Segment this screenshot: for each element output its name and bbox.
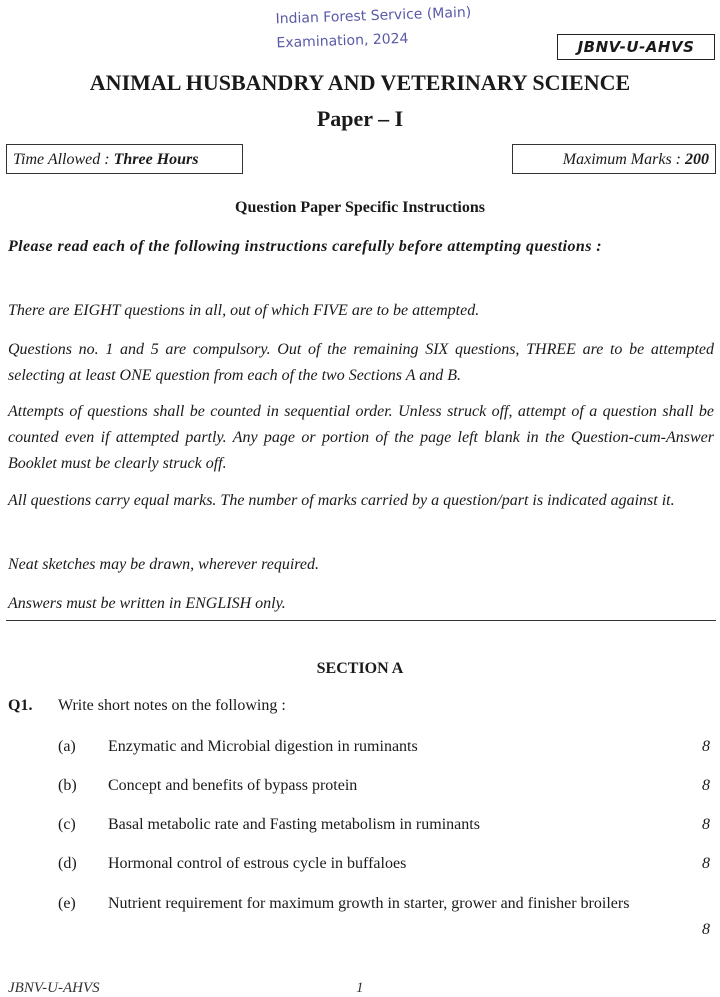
instruction-5: Neat sketches may be drawn, wherever required. [8,556,320,573]
part-marks: 8 [702,738,710,755]
paper-code-box: JBNV-U-AHVS [557,34,715,60]
instruction-0: Please read each of the following instructions carefully before attempting questions : [8,238,602,255]
instruction-6: Answers must be written in ENGLISH only. [8,595,286,612]
instructions-heading: Question Paper Specific Instructions [235,199,485,216]
page-number: 1 [356,980,364,996]
part-text: Hormonal control of estrous cycle in buffaloes [108,855,407,872]
part-label: (c) [58,816,76,833]
part-label: (e) [58,895,76,912]
part-text: Enzymatic and Microbial digestion in ruminants [108,738,418,755]
part-text: Nutrient requirement for maximum growth in starter, grower and finisher broilers [108,895,630,912]
instruction-4: All questions carry equal marks. The number of marks carried by a question/part is indicated against it. [8,492,675,509]
instruction-3: Attempts of questions shall be counted in sequential order. Unless struck off, attempt of a question shall be counted even if attempted partly. Any page or portion of the page left blank in the Question-cum-Answer Booklet must be clearly struck off. [8,403,714,472]
time-value: Three Hours [113,151,199,168]
instruction-1: There are EIGHT questions in all, out of which FIVE are to be attempted. [8,302,480,319]
maximum-marks-box [512,144,716,174]
question-text: Write short notes on the following : [58,697,286,714]
part-text: Basal metabolic rate and Fasting metabolism in ruminants [108,816,480,833]
marks-value: 200 [685,151,709,168]
part-label: (b) [58,777,77,794]
paper-number: Paper – I [316,106,404,131]
part-marks: 8 [702,777,710,794]
stamp-line-2: Examination, 2024 [276,30,409,52]
footer-code: JBNV-U-AHVS [8,980,100,996]
part-label: (d) [58,855,77,872]
instruction-2: Questions no. 1 and 5 are compulsory. Out of the remaining SIX questions, THREE are to be attempted selecting at least ONE question from each of the two Sections A and B. [8,341,714,384]
divider-line [6,620,716,621]
section-heading: SECTION A [316,660,404,677]
time-allowed-box [6,144,243,174]
stamp-line-1: Indian Forest Service (Main) [275,4,472,28]
subject-title: ANIMAL HUSBANDRY AND VETERINARY SCIENCE [89,70,631,95]
marks-label: Maximum Marks : [562,151,685,168]
part-text: Concept and benefits of bypass protein [108,777,358,794]
part-marks: 8 [702,921,710,938]
part-marks: 8 [702,855,710,872]
part-marks: 8 [702,816,710,833]
time-label: Time Allowed : [13,151,114,168]
part-label: (a) [58,738,76,755]
exam-stamp [275,1,472,56]
question-number: Q1. [8,697,33,714]
